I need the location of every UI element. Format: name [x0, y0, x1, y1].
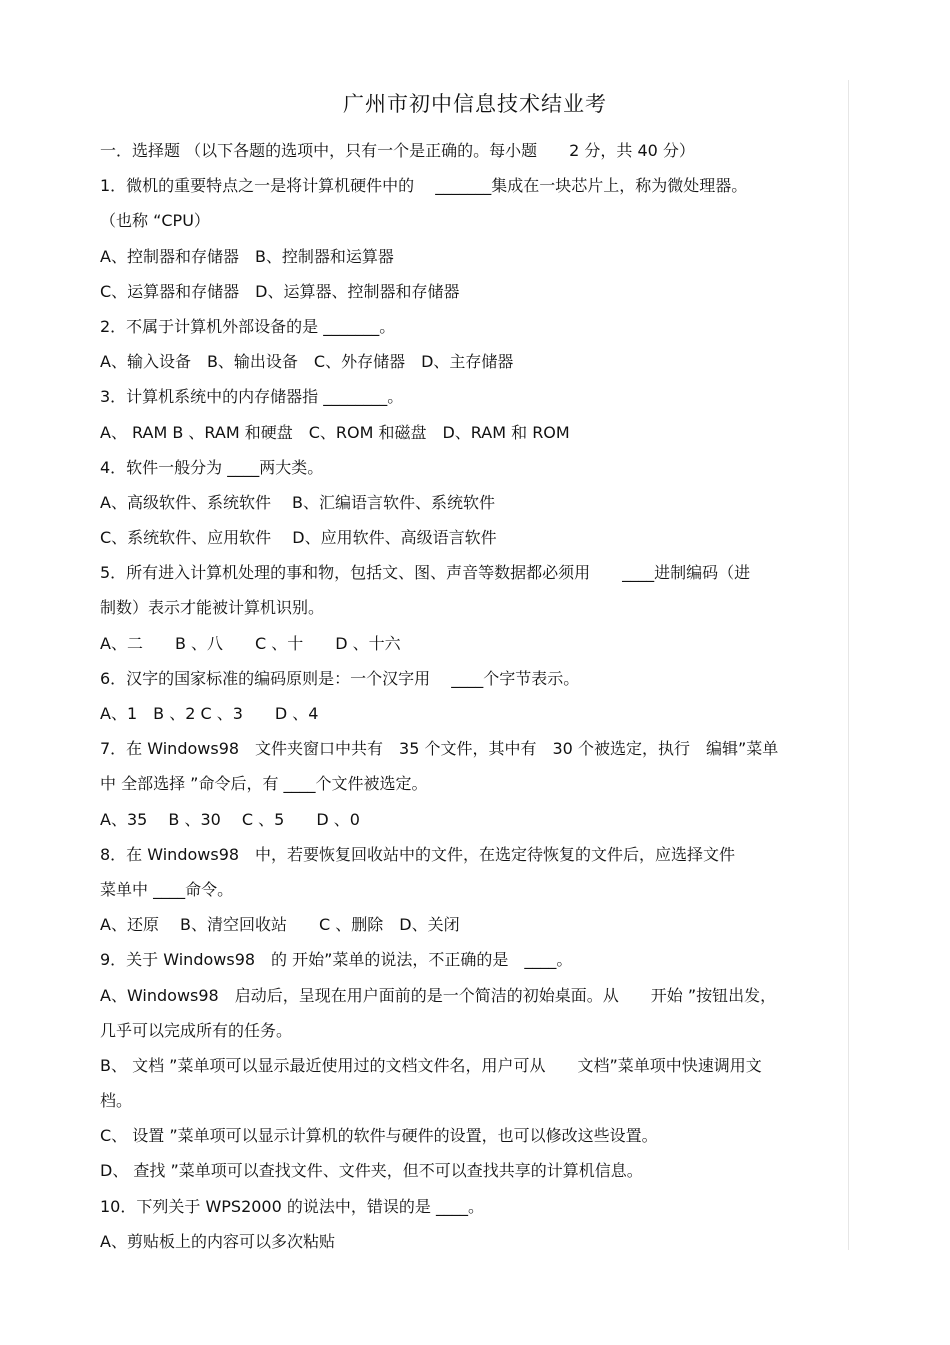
text-line: 3．计算机系统中的内存储器指 ________。 — [100, 387, 404, 407]
text-line: 6．汉字的国家标准的编码原则是：一个汉字用 ____个字节表示。 — [100, 668, 580, 688]
document-title: 广州市初中信息技术结业考 — [343, 92, 607, 116]
text-line: A、高级软件、系统软件 B、汇编语言软件、系统软件 — [100, 492, 496, 512]
text-line: A、还原 B、清空回收站 C 、删除 D、关闭 — [100, 915, 460, 935]
text-line: A、剪贴板上的内容可以多次粘贴 — [100, 1231, 335, 1251]
text-line: D、 查找 ”菜单项可以查找文件、文件夹，但不可以查找共享的计算机信息。 — [100, 1161, 643, 1181]
text-line: C、运算器和存储器 D、运算器、控制器和存储器 — [100, 281, 460, 301]
text-line: 2．不属于计算机外部设备的是 _______。 — [100, 316, 396, 336]
text-line: B、 文档 ”菜单项可以显示最近使用过的文档文件名，用户可从 文档”菜单项中快速调用文 — [100, 1055, 762, 1075]
text-line: C、 设置 ”菜单项可以显示计算机的软件与硬件的设置，也可以修改这些设置。 — [100, 1126, 658, 1146]
text-line: A、35 B 、30 C 、5 D 、0 — [100, 809, 360, 829]
text-line: 10．下列关于 WPS2000 的说法中，错误的是 ____。 — [100, 1196, 484, 1216]
text-line: （也称 “CPU） — [100, 211, 210, 231]
text-line: 一．选择题 （以下各题的选项中，只有一个是正确的。每小题 2 分，共 40 分） — [100, 141, 695, 160]
text-line: 1．微机的重要特点之一是将计算机硬件中的 _______集成在一块芯片上，称为微处理器。 — [100, 176, 748, 196]
text-line: A、 RAM B 、RAM 和硬盘 C、ROM 和磁盘 D、RAM 和 ROM — [100, 422, 570, 442]
text-line: 9．关于 Windows98 的 开始”菜单的说法，不正确的是 ____。 — [100, 950, 573, 970]
document-body — [100, 133, 850, 1259]
text-line: 菜单中 ____命令。 — [100, 879, 234, 899]
text-line: 5．所有进入计算机处理的事和物，包括文、图、声音等数据都必须用 ____进制编码（进 — [100, 563, 751, 583]
text-line: 制数）表示才能被计算机识别。 — [100, 598, 325, 618]
text-line: A、Windows98 启动后，呈现在用户面前的是一个简洁的初始桌面。从 开始 ”按钮出发， — [100, 985, 777, 1005]
text-line: 几乎可以完成所有的任务。 — [100, 1020, 293, 1040]
text-line: A、二 B 、八 C 、十 D 、十六 — [100, 633, 401, 653]
text-line: A、控制器和存储器 B、控制器和运算器 — [100, 246, 394, 266]
text-line: A、输入设备 B、输出设备 C、外存储器 D、主存储器 — [100, 352, 514, 372]
text-line: C、系统软件、应用软件 D、应用软件、高级语言软件 — [100, 528, 497, 548]
text-line: 8．在 Windows98 中，若要恢复回收站中的文件，在选定待恢复的文件后，应选择文件 — [100, 844, 736, 864]
text-line: 7．在 Windows98 文件夹窗口中共有 35 个文件，其中有 30 个被选定，执行 编辑”菜单 — [100, 739, 779, 759]
text-line: 档。 — [100, 1091, 133, 1111]
text-line: 中 全部选择 ”命令后，有 ____个文件被选定。 — [100, 774, 428, 794]
text-line: A、1 B 、2 C 、3 D 、4 — [100, 704, 319, 723]
text-line: 4．软件一般分为 ____两大类。 — [100, 457, 324, 477]
